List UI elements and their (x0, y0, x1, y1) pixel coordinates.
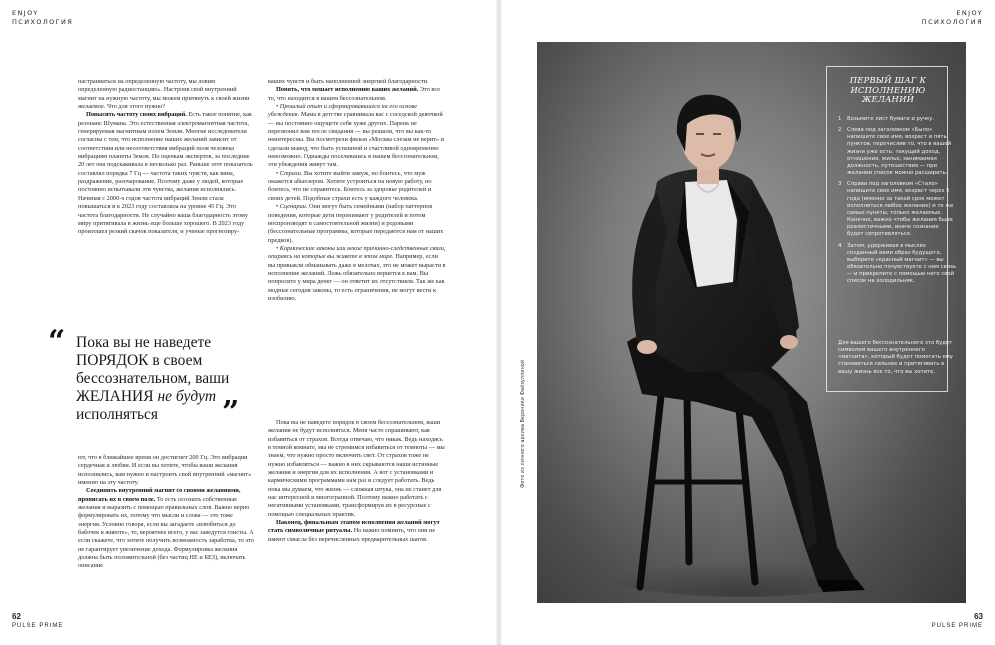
lead-in: Понять, что мешает исполнению ваших желаний. (276, 86, 419, 94)
article-column-1 (78, 78, 254, 237)
sidebar-steps (838, 116, 956, 289)
section-label: ПСИХОЛОГИЯ (921, 18, 983, 26)
sidebar-conclusion: Для вашего бессознательного это будет символом вашего внутреннего «магнита», который будет помогать ему становиться сильнее и притягивать в вашу жизнь все то, что вы хотите. (838, 340, 953, 375)
lead-in: Соединить внутренний магнит со своими желаниями, прописать их в своем поле. (78, 487, 241, 503)
magazine-name: PULSE PRIME (931, 623, 983, 629)
step-item: 3 Справа под заголовком «Стало» напишите свое имя, возраст через 5 года (именно за такой срок может исполниться любое желание) и те же самые пункты, только желаемые. Конечно, важно чтобы желания были реалистичными, иначе сознание будет сопротивляться. (838, 181, 954, 238)
paragraph: Наконец, финальным этапом исполнения желаний могут стать символичные ритуалы. Но важно помнить, что они не имеют смысла без перечисленных предварительных шагов. (268, 519, 440, 543)
article-column-1-continued (78, 454, 254, 571)
article-column-2 (268, 78, 446, 303)
bullet-item: • Страхи. Вы хотите выйти замуж, но боитесь, что муж окажется абьюзером. Хотите устроиться на новую работу, но боитесь, что не справитесь. Боитесь за здоровье родителей и своих детей. Подобные страхи есть у каждого человека. (268, 169, 432, 202)
bullet-item: • Сценарии. Они могут быть семейными (набор паттернов поведения, которые дети перенимают у родителей и потом воспроизводят в самостоятельной жизни) и родовыми (бессознательные программы, которые передаются нам от наших предков). (268, 203, 444, 244)
step-item: 1 Возьмите лист бумаги и ручку. (838, 116, 935, 122)
step-item: 4 Затем, удерживая в мыслях созданный вами образ будущего, выберите «красный магнит» — вы обязательно почувствуете с ним связь — и прикрепите с помощью него свой список на холодильник. (838, 242, 956, 285)
paragraph: настраиваться на определенную частоту, мы ловим определенную радиостанцию». Настроив свой внутренний магнит на нужную частоту, мы можем притянуть к своей жизни желаемое. Что для этого нужно? (78, 78, 250, 111)
bullet-item: • Кармические законы или некие причинно-следственные связи, опираясь на которые вы живете в этом мире. Например, если вы привыкли обманывать даже в мелочах, это не может вырасти в исполнение желаний. Ложь обязательно вернется к вам. Вы попросите у мира денег — он ответит их отсутствием. Так же как модные сегодня законы, то есть ограничения, не могут вести к изобилию. (268, 244, 446, 302)
paragraph: Пока вы не наведете порядок в своем бессознательном, ваши желания не будут исполняться. Меня часто спрашивают, как избавиться от страхов. Всегда отвечаю, что никак. Ведь находясь в темной комнате, мы не стремимся избавиться от темноты — мы знаем, что нужно просто включить свет. От страхов тоже не нужно избавляться — важно в них скрываются наши истинные желания и энергия для их исполнения. А вот с установками и кармическими программами нам раз и следует работать. Ведь пока мы думаем, что жизнь — сложная штука, она не станет для нас интересной и многогранной. Поэтому важно работать с негативными установками, трансформируя их в ресурсные с помощью специальных практик. (268, 419, 445, 518)
paragraph: ваших чувств и быть наполненной энергией благодарности. (268, 78, 429, 85)
page-number: 63 (974, 612, 983, 621)
article-column-2-continued (268, 419, 446, 544)
lead-in: Повысить частоту своих вибраций. (86, 111, 187, 119)
brand-label: ENJOY (12, 9, 39, 17)
section-label: ПСИХОЛОГИЯ (12, 18, 74, 26)
folio-left (12, 612, 63, 630)
open-quote-mark: “ (48, 324, 66, 359)
brand-label: ENJOY (956, 9, 983, 17)
close-quote-mark: ” (222, 395, 240, 430)
paragraph: ют, что в ближайшее время он достигнет 200 Гц. Это вибрации сердечная и любви. И если вы хотите, чтобы ваши желания исполнялись, вам нужно и настроить свой внутренний «магнит» именно на эту частоту. (78, 454, 252, 487)
paragraph: Понять, что мешает исполнению ваших желаний. Это все то, что находится в вашем бессознательном. (268, 86, 441, 102)
step-item: 2 Слева под заголовком «Было» напишите свое имя, возраст и пять пунктов, перечислив то, что в вашей жизни уже есть: текущий доход, отношения, жилье, занимаемая должность, путешествия — при желании список можно расширить. (838, 127, 952, 177)
lead-in: Наконец, финальным этапом исполнения желаний могут стать символичные ритуалы. (268, 519, 440, 535)
running-head-right (922, 9, 983, 27)
folio-right (932, 612, 983, 630)
page-gutter (496, 0, 502, 645)
running-head-left (12, 9, 73, 27)
sidebar-title: ПЕРВЫЙ ШАГ К ИСПОЛНЕНИЮ ЖЕЛАНИЙ (849, 75, 927, 105)
pull-quote-text: Пока вы не наведете ПОРЯДОК в своем бессознательном, ваши ЖЕЛАНИЯ не будут исполняться (76, 334, 230, 423)
paragraph: Соединить внутренний магнит со своими желаниями, прописать их в своем поле. То есть осознать собственные желания и выразить с помощью правильных слов. Важно верно формулировать их, потому что мысли и слова — это тоже энергия. Условно говоря, если вы загадаете «влюбиться до бабочек в животе», то, вероятнее всего, у вас заведутся глисты. А если скажете, что хотите получить возможность заработка, то это не гарантирует увеличение дохода. Формулировка желания должна быть положительной (без частиц НЕ и БЕЗ), включать описание (78, 487, 254, 570)
paragraph: Повысить частоту своих вибраций. Есть такое понятие, как резонанс Шумана. Это естественная электромагнитная частота, генерируемая магнитным полем Земли. Многие исследователи согласны с тем, что исполнение наших желаний зависит от соответствия или несоответствия вибраций поля человека вибрациям планеты Земля. По оценкам экспертов, за последние 20 лет она подскакивала в несколько раз. Раньше этот показатель составлял порядка 7 Гц — частота таких чувств, как вина, раздражение, разочарование. Поэтому даже у людей, которые постоянно испытывали эти чувства, желания исполнялись. Начиная с 2000-х годов частота вибраций Земли стала повышаться и к 2023 году составляла на уровне 45 Гц. Это частота благодарности. Не случайно ваша благодарность этому миру притягивала в жизнь еще больше хорошего. В 2023 году произошел резкий скачок показателя, и ученые прогнозиру- (78, 111, 253, 236)
bullet-item: • Прошлый опыт и сформировавшиеся на его основе убеждения. Мама в детстве сравнивала вас с соседской девочкой — вы постоянно ощущете себя хуже других. Парень не перезвонил вам после свидания — вы решили, что вы как-то неинтересны. Вы посмотрели фильм «Москва слезам не верит» и сделали вывод, что быть успешной и счастливой одновременно невозможно. Однажды поселившись в нашем бессознательном, эти убеждения живут там. (268, 103, 444, 169)
magazine-name: PULSE PRIME (12, 623, 64, 629)
page-number: 62 (12, 612, 21, 621)
photo-credit: Фото из личного архива Вероники Файзуллиной (520, 359, 526, 488)
